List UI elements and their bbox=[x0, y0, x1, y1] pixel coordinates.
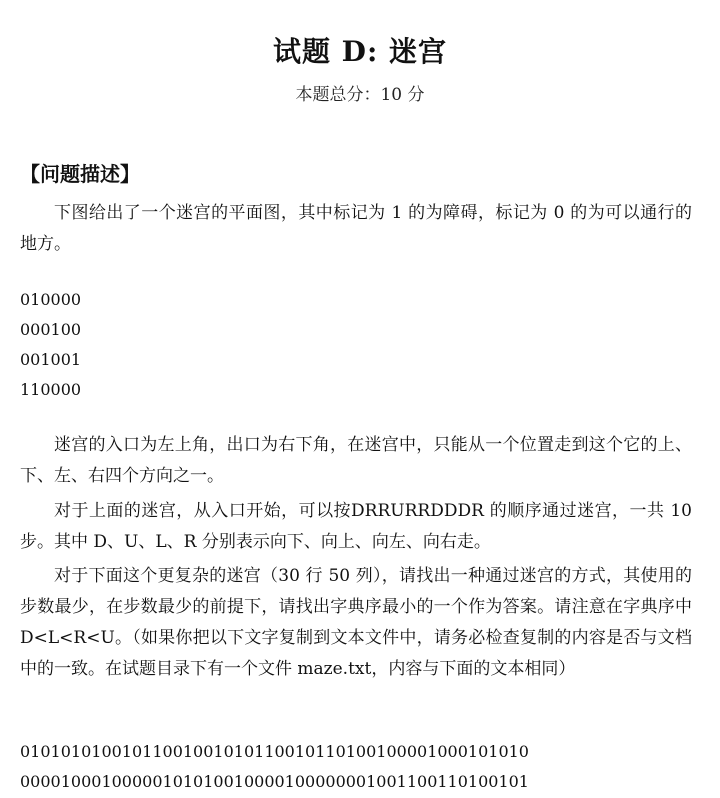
section-heading: 【问题描述】 bbox=[20, 162, 140, 186]
page-title: 试题 D: 迷宫 bbox=[272, 35, 448, 68]
maze-row: 010000 bbox=[20, 290, 82, 309]
big-maze bbox=[20, 737, 529, 797]
total-score: 本题总分：10 分 bbox=[295, 85, 425, 105]
paragraph-entrance-exit: 迷宫的入口为左上角，出口为右下角，在迷宫中，只能从一个位置走到这个它的上、下、左、右四个方向之一。 bbox=[20, 435, 692, 486]
maze-row: 110000 bbox=[20, 380, 82, 399]
paragraph-task: 对于下面这个更复杂的迷宫（30 行 50 列），请找出一种通过迷宫的方式，其使用的步数最少，在步数最少的前提下，请找出字典序最小的一个作为答案。请注意在字典序中D<L<R<U。（如果你把以下文字复制到文本文件中，请务必检查复制的内容是否与文档中的一致。在试题目录下有一个文件 maze.txt，内容与下面的文本相同） bbox=[20, 566, 692, 679]
paragraph-intro: 下图给出了一个迷宫的平面图，其中标记为 1 的为障碍，标记为 0 的为可以通行的地方。 bbox=[20, 203, 692, 254]
maze-row: 00001000100000101010010000100000001001100110100101 bbox=[20, 772, 529, 791]
maze-row: 01010101001011001001010110010110100100001000101010 bbox=[20, 742, 529, 761]
paragraph-example-path: 对于上面的迷宫，从入口开始，可以按DRRURRDDDR 的顺序通过迷宫，一共 10 步。其中 D、U、L、R 分别表示向下、向上、向左、向右走。 bbox=[20, 501, 692, 552]
maze-row: 000100 bbox=[20, 320, 82, 339]
maze-row: 001001 bbox=[20, 350, 82, 369]
small-maze bbox=[20, 285, 81, 405]
